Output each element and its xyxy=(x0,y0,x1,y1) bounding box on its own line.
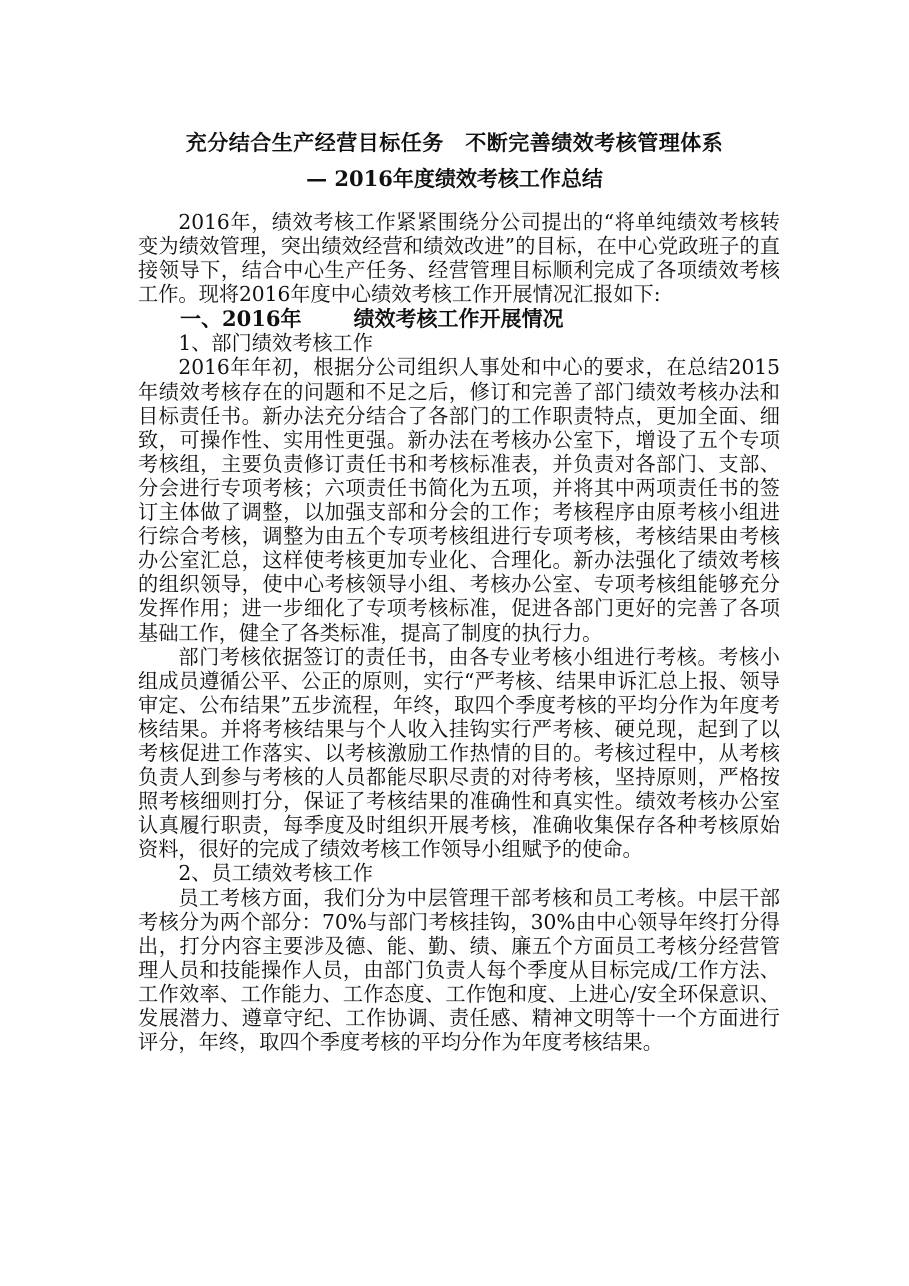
subsection-heading-1: 1、部门绩效考核工作 xyxy=(178,331,373,356)
paragraph-2: 部门考核依据签订的责任书，由各专业考核小组进行考核。考核小组成员遵循公平、公正的原则，实行“严考核、结果申诉汇总上报、领导审定、公布结果”五步流程，年终，取四个季度考核的平均分作为年度考核结果。并将考核结果与个人收入挂钩实行严考核、硬兑现，起到了以考核促进工作落实、以考核激励工作热情的目的。考核过程中，从考核负责人到参与考核的人员都能尽职尽责的对待考核，坚持原则，严格按照考核细则打分，保证了考核结果的准确性和真实性。绩效考核办公室认真履行职责，每季度及时组织开展考核，准确收集保存各种考核原始资料，很好的完成了绩效考核工作领导小组赋予的使命。 xyxy=(138,644,780,862)
section-heading-1-text: 绩效考核工作开展情况 xyxy=(353,306,564,332)
document-title: 充分结合生产经营目标任务 不断完善绩效考核管理体系 xyxy=(185,130,724,155)
document-subtitle: — 2016年度绩效考核工作总结 xyxy=(306,166,603,191)
paragraph-3: 员工考核方面，我们分为中层管理干部考核和员工考核。中层干部考核分为两个部分：70%与部门考核挂钩，30%由中心领导年终打分得出，打分内容主要涉及德、能、勤、绩、廉五个方面员工考核分经营管理人员和技能操作人员，由部门负责人每个季度从目标完成/工作方法、工作效率、工作能力、工作态度、工作饱和度、上进心/安全环保意识、发展潜力、遵章守纪、工作协调、责任感、精神文明等十一个方面进行评分，年终，取四个季度考核的平均分作为年度考核结果。 xyxy=(138,885,780,1055)
section-heading-1-number: 一、2016年 xyxy=(180,306,302,332)
section-heading-1 xyxy=(138,306,780,331)
intro-paragraph: 2016年，绩效考核工作紧紧围绕分公司提出的“将单纯绩效考核转变为绩效管理，突出绩效经营和绩效改进”的目标，在中心党政班子的直接领导下，结合中心生产任务、经营管理目标顺利完成了各项绩效考核工作。现将2016年度中心绩效考核工作开展情况汇报如下: xyxy=(138,210,780,307)
subsection-heading-2: 2、员工绩效考核工作 xyxy=(178,861,373,886)
document-body xyxy=(138,210,780,1054)
paragraph-1: 2016年年初，根据分公司组织人事处和中心的要求，在总结2015年绩效考核存在的问题和不足之后，修订和完善了部门绩效考核办法和目标责任书。新办法充分结合了各部门的工作职责特点，更加全面、细致，可操作性、实用性更强。新办法在考核办公室下，增设了五个专项考核组，主要负责修订责任书和考核标准表，并负责对各部门、支部、分会进行专项考核；六项责任书简化为五项，并将其中两项责任书的签订主体做了调整，以加强支部和分会的工作；考核程序由原考核小组进行综合考核，调整为由五个专项考核组进行专项考核，考核结果由考核办公室汇总，这样使考核更加专业化、合理化。新办法强化了绩效考核的组织领导，使中心考核领导小组、考核办公室、专项考核组能够充分发挥作用；进一步细化了专项考核标准，促进各部门更好的完善了各项基础工作，健全了各类标准，提高了制度的执行力。 xyxy=(138,355,780,645)
